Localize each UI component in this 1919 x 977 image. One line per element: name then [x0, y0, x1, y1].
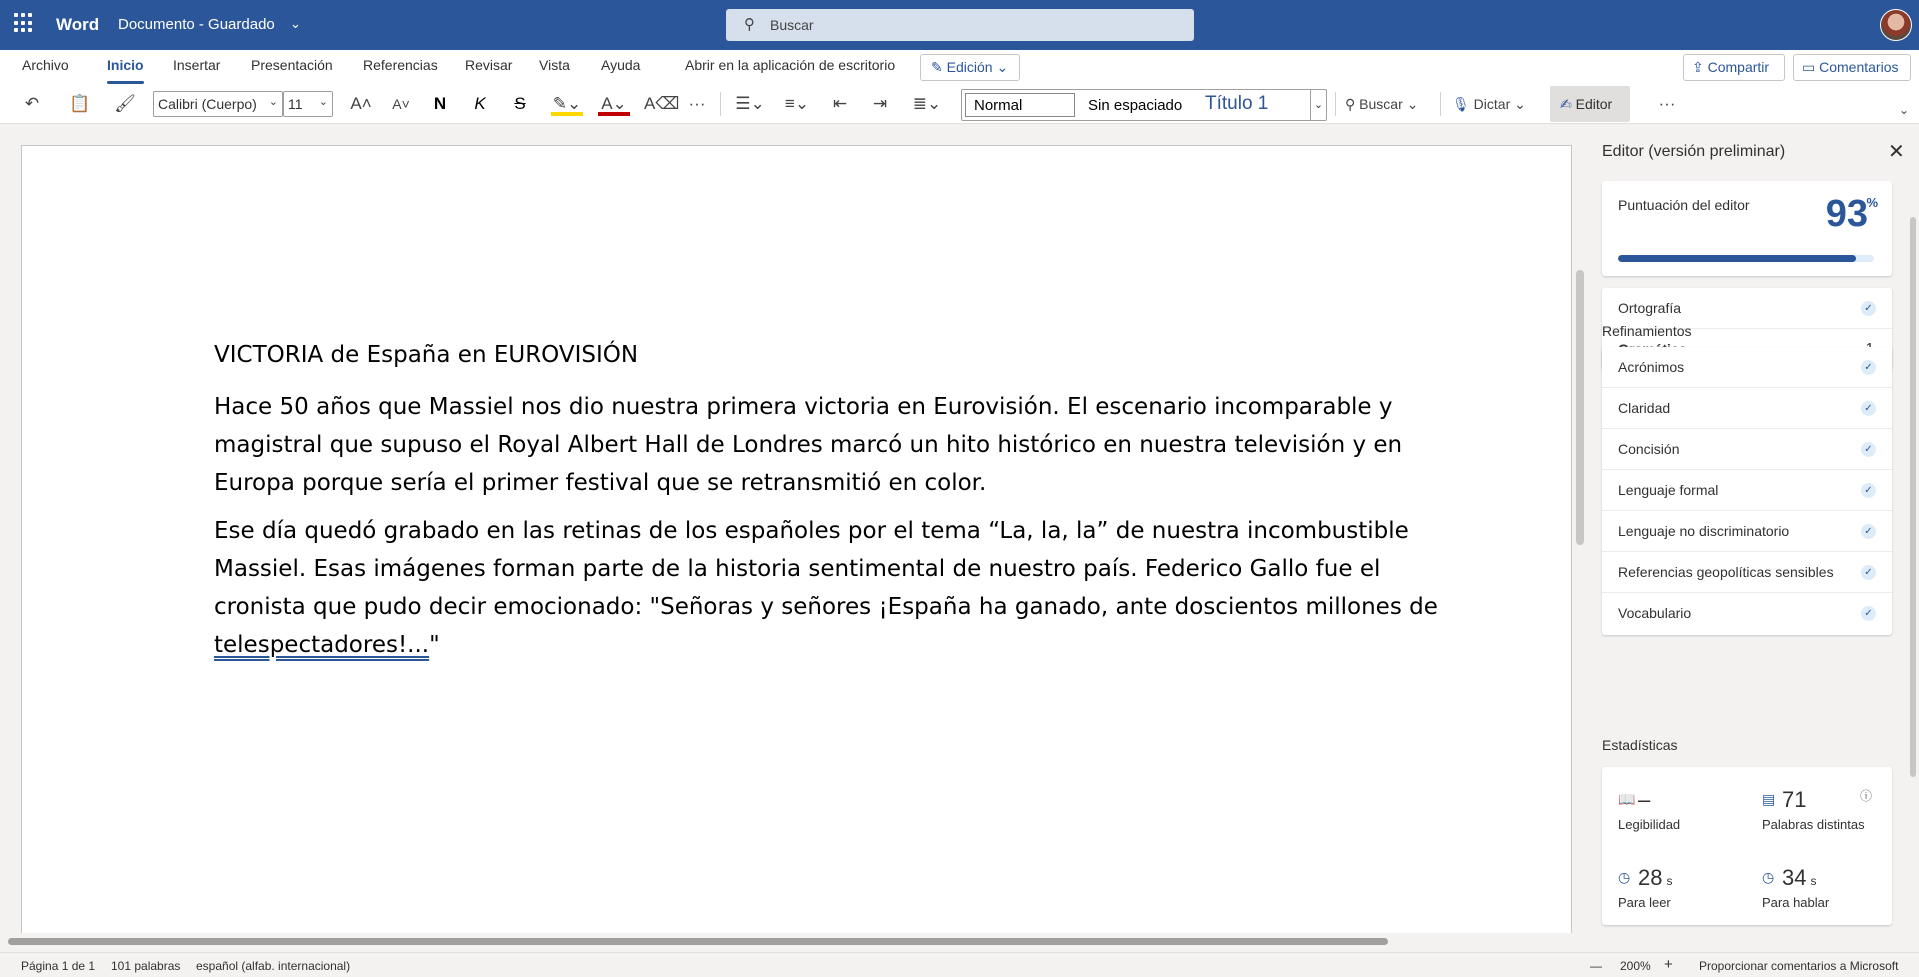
comments-label: Comentarios — [1819, 59, 1899, 75]
chevron-down-icon: ⌄ — [1510, 96, 1526, 112]
vertical-scrollbar[interactable] — [1576, 270, 1584, 545]
document-heading[interactable]: VICTORIA de España en EUROVISIÓN — [214, 342, 639, 368]
refinements-title: Refinamientos — [1602, 323, 1692, 339]
refinement-label: Vocabulario — [1618, 605, 1692, 621]
toolbar-divider — [1440, 92, 1441, 116]
strikethrough-button[interactable]: S — [514, 94, 526, 113]
title-bar — [0, 0, 1919, 50]
stat-value: – — [1638, 787, 1651, 812]
comment-icon: ▭ — [1802, 59, 1816, 75]
stat-label: Para hablar — [1762, 895, 1830, 910]
pane-title: Editor (versión preliminar) — [1602, 143, 1786, 160]
book-icon: 📖 — [1618, 791, 1636, 807]
stat-value — [1638, 865, 1672, 891]
checkmark-icon: ✓ — [1861, 565, 1876, 580]
more-options-icon[interactable]: ··· — [1658, 94, 1676, 113]
editor-pane — [1588, 125, 1919, 933]
pane-scrollbar[interactable] — [1910, 217, 1916, 777]
checkmark-icon: ✓ — [1861, 401, 1876, 416]
status-bar — [0, 952, 1919, 977]
undo-icon[interactable]: ↶ — [24, 94, 40, 113]
font-name-select[interactable] — [153, 91, 283, 117]
chevron-down-icon: ⌄ — [1402, 96, 1419, 112]
info-icon[interactable]: ⓘ — [1860, 789, 1873, 803]
page-count: Página 1 de 1 — [21, 959, 96, 973]
close-icon[interactable]: ✕ — [1888, 141, 1905, 163]
refinement-item[interactable] — [1602, 511, 1892, 552]
stat-number: 28 — [1638, 865, 1663, 890]
clear-format-icon[interactable]: A⌫ — [644, 94, 680, 113]
score-label: Puntuación del editor — [1618, 197, 1750, 213]
checkmark-icon: ✓ — [1861, 301, 1876, 316]
font-size-select[interactable] — [283, 91, 333, 117]
chevron-down-icon: ⌄ — [318, 96, 328, 108]
document-page[interactable] — [21, 145, 1572, 933]
checkmark-icon: ✓ — [1861, 442, 1876, 457]
flagged-word[interactable]: telespectadores!... — [214, 632, 430, 658]
share-button[interactable] — [1683, 54, 1785, 81]
document-title[interactable]: Documento - Guardado — [118, 16, 275, 33]
stat-unit: s — [1810, 874, 1817, 888]
checkmark-icon: ✓ — [1861, 606, 1876, 621]
pencil-icon: ✎ — [931, 59, 943, 75]
language-indicator[interactable]: español (alfab. internacional) — [196, 959, 351, 973]
refinement-item[interactable] — [1602, 347, 1892, 388]
open-desktop-app-link[interactable]: Abrir en la aplicación de escritorio — [685, 57, 896, 73]
font-name-value: Calibri (Cuerpo) — [158, 96, 257, 112]
score-bar-fill — [1618, 255, 1856, 262]
search-box[interactable] — [726, 9, 1194, 41]
tab-vista[interactable]: Vista — [539, 57, 570, 73]
microphone-icon: 🎙 — [1452, 96, 1474, 112]
refinement-label: Lenguaje formal — [1618, 482, 1719, 498]
checkmark-icon: ✓ — [1861, 483, 1876, 498]
share-label: Compartir — [1707, 59, 1770, 75]
zoom-out-button[interactable]: — — [1590, 959, 1602, 973]
editor-score-card — [1602, 181, 1892, 276]
refinement-item[interactable] — [1602, 593, 1892, 634]
align-icon[interactable]: ≣⌄ — [912, 94, 942, 113]
zoom-in-button[interactable]: + — [1664, 956, 1673, 973]
search-icon: ⚲ — [744, 16, 755, 33]
editor-button[interactable] — [1550, 86, 1630, 122]
italic-button[interactable]: K — [474, 94, 486, 113]
styles-gallery — [961, 89, 1327, 121]
font-color-icon[interactable]: A⌄ — [598, 92, 630, 116]
stat-label: Para leer — [1618, 895, 1671, 910]
style-heading-1[interactable]: Título 1 — [1205, 93, 1269, 114]
toolbar-divider — [720, 92, 721, 116]
document-canvas — [0, 125, 1588, 933]
horizontal-scrollbar[interactable] — [8, 938, 1388, 945]
paragraph-text: " — [429, 632, 440, 658]
refinement-label: Concisión — [1618, 441, 1680, 457]
style-normal[interactable]: Normal — [965, 93, 1075, 117]
refinement-item[interactable] — [1602, 552, 1892, 593]
tab-archivo[interactable]: Archivo — [22, 57, 69, 73]
dictate-button[interactable] — [1452, 92, 1538, 116]
style-no-spacing[interactable]: Sin espaciado — [1088, 97, 1183, 114]
grow-font-icon[interactable]: A˄ — [350, 94, 372, 113]
stat-number: 34 — [1782, 865, 1807, 890]
tab-ayuda[interactable]: Ayuda — [601, 57, 641, 73]
format-painter-icon[interactable]: 🖌 — [114, 94, 136, 113]
bold-button[interactable]: N — [433, 94, 447, 113]
dictate-label: Dictar — [1473, 96, 1511, 112]
chevron-down-icon[interactable]: ⌄ — [1310, 90, 1326, 120]
document-body[interactable] — [214, 340, 1444, 674]
clipboard-icon[interactable]: 📋 — [69, 94, 91, 113]
search-icon: ⚲ — [1345, 96, 1360, 112]
word-count[interactable]: 101 palabras — [111, 959, 181, 973]
highlight-icon[interactable]: ✎⌄ — [551, 92, 583, 116]
bullets-icon[interactable]: ☰⌄ — [735, 94, 765, 113]
score-value: 93 — [1825, 193, 1868, 235]
statistics-card — [1602, 767, 1892, 925]
statistics-title: Estadísticas — [1602, 737, 1678, 753]
edit-mode-dropdown[interactable] — [920, 54, 1020, 81]
check-label: Ortografía — [1618, 300, 1682, 316]
stat-value: 71 — [1782, 787, 1807, 812]
chevron-down-icon: ⌄ — [996, 59, 1009, 75]
edit-mode-label: Edición — [946, 59, 993, 75]
avatar[interactable] — [1880, 9, 1912, 41]
feedback-link[interactable]: Proporcionar comentarios a Microsoft — [1699, 959, 1899, 973]
document-paragraph[interactable] — [214, 512, 1444, 664]
share-icon: ⇪ — [1692, 59, 1704, 75]
find-label: Buscar — [1359, 96, 1403, 112]
tab-presentacion[interactable]: Presentación — [251, 57, 333, 73]
toolbar-divider — [1335, 92, 1336, 116]
numbering-icon[interactable]: ≡⌄ — [784, 94, 810, 113]
stat-label: Legibilidad — [1618, 817, 1681, 832]
ribbon-tabs — [0, 50, 1919, 84]
refinement-label: Referencias geopolíticas sensibles — [1618, 564, 1834, 580]
increase-indent-icon[interactable]: ⇥ — [872, 94, 888, 113]
refinement-item[interactable] — [1602, 429, 1892, 470]
search-placeholder: Buscar — [770, 17, 814, 33]
tab-revisar[interactable]: Revisar — [465, 57, 513, 73]
document-icon: ▤ — [1762, 791, 1776, 807]
tab-insertar[interactable]: Insertar — [173, 57, 221, 73]
paragraph-text: Ese día quedó grabado en las retinas de los españoles por el tema “La, la, la” de nuestra incombustible Massiel. Esas imágenes forman parte de la historia sentimental de nuestro país. Federico Gallo fue el cronista que pudo decir emocionado: "Señoras y señores ¡España ha ganado, ante doscientos millones de — [214, 518, 1438, 620]
more-icon[interactable]: ··· — [688, 94, 706, 113]
app-name[interactable]: Word — [56, 15, 100, 34]
ribbon-expand-icon[interactable]: ⌄ — [1898, 103, 1910, 117]
comments-button[interactable] — [1793, 54, 1911, 81]
clock-icon: ◷ — [1618, 869, 1631, 885]
zoom-level[interactable]: 200% — [1620, 959, 1651, 973]
refinement-item[interactable] — [1602, 470, 1892, 511]
editor-icon: ✍ — [1560, 96, 1576, 112]
refinements-card — [1602, 347, 1892, 635]
chevron-down-icon[interactable]: ⌄ — [290, 16, 301, 31]
checkmark-icon: ✓ — [1861, 524, 1876, 539]
app-launcher-icon[interactable] — [14, 13, 34, 33]
font-size-value: 11 — [288, 96, 303, 112]
refinement-item[interactable] — [1602, 388, 1892, 429]
tab-referencias[interactable]: Referencias — [363, 57, 438, 73]
decrease-indent-icon[interactable]: ⇤ — [832, 94, 848, 113]
refinement-label: Lenguaje no discriminatorio — [1618, 523, 1790, 539]
refinement-label: Acrónimos — [1618, 359, 1685, 375]
editor-label: Editor — [1575, 96, 1613, 112]
clock-icon: ◷ — [1762, 869, 1775, 885]
refinement-label: Claridad — [1618, 400, 1671, 416]
score-unit: % — [1866, 195, 1878, 210]
checkmark-icon: ✓ — [1861, 360, 1876, 375]
stat-label: Palabras distintas — [1762, 817, 1865, 832]
chevron-down-icon: ⌄ — [268, 96, 278, 108]
document-paragraph[interactable]: Hace 50 años que Massiel nos dio nuestra primera victoria en Eurovisión. El escenario incomparable y magistral que supuso el Royal Albert Hall de Londres marcó un hito histórico en nuestra televisión y en Europa porque sería el primer festival que se retransmitió en color. — [214, 394, 1403, 496]
find-button[interactable] — [1345, 92, 1435, 116]
score-bar — [1618, 255, 1874, 262]
ribbon-toolbar — [0, 84, 1919, 124]
tab-inicio[interactable]: Inicio — [107, 57, 144, 73]
stat-value — [1782, 865, 1816, 891]
stat-unit: s — [1666, 874, 1673, 888]
shrink-font-icon[interactable]: A˅ — [392, 96, 410, 112]
